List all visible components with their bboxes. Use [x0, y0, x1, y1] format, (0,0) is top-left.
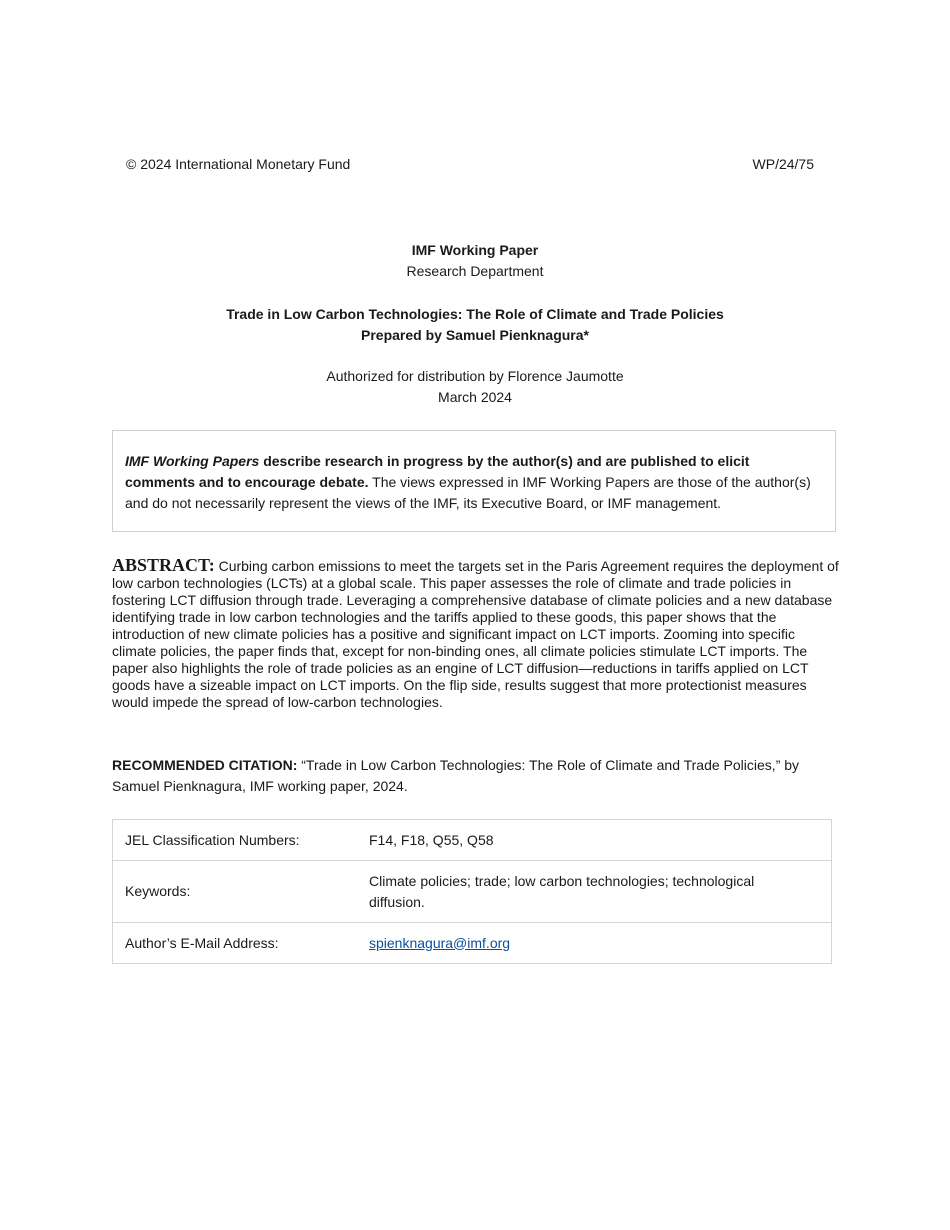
classification-table: [112, 819, 832, 964]
jel-label: JEL Classification Numbers:: [113, 820, 358, 861]
copyright-notice: © 2024 International Monetary Fund: [126, 156, 351, 172]
author-line: Prepared by Samuel Pienknagura*: [361, 327, 589, 343]
publication-date: March 2024: [438, 389, 512, 405]
table-row: [113, 861, 832, 923]
paper-title-block: [0, 304, 950, 346]
jel-value: F14, F18, Q55, Q58: [357, 820, 832, 861]
disclaimer-text: The views expressed in IMF Working Papers are those of the author(s) and do not necessarily represent the views of the IMF, its Executive Board, or IMF management.: [125, 474, 811, 511]
keywords-value: Climate policies; trade; low carbon technologies; technological diffusion.: [357, 861, 832, 923]
series-title: IMF Working Paper: [411, 242, 539, 258]
recommended-citation: [112, 755, 842, 797]
citation-label: RECOMMENDED CITATION:: [112, 757, 298, 773]
table-row: [113, 820, 832, 861]
disclaimer-lead: IMF Working Papers: [125, 453, 260, 469]
authorized-by: Authorized for distribution by Florence Jaumotte: [326, 368, 624, 384]
department: Research Department: [406, 263, 544, 279]
authorization-block: [0, 366, 950, 408]
keywords-label: Keywords:: [113, 861, 358, 923]
citation-text: “Trade in Low Carbon Technologies: The Role of Climate and Trade Policies,” by Samuel Pienknagura, IMF working paper, 2024.: [112, 757, 800, 794]
title-block: [0, 240, 950, 282]
paper-title: Trade in Low Carbon Technologies: The Role of Climate and Trade Policies: [226, 306, 724, 322]
abstract-heading: ABSTRACT:: [112, 555, 215, 575]
abstract-text: Curbing carbon emissions to meet the targets set in the Paris Agreement requires the deployment of low carbon technologies (LCTs) at a global scale. This paper assesses the role of climate and trade policies in fostering LCT diffusion through trade. Leveraging a comprehensive database of climate policies and a new database identifying trade in low carbon technologies and the tariffs applied to these goods, this paper shows that the introduction of new climate policies has a positive and significant impact on LCT imports. Zooming into specific climate policies, the paper finds that, except for non-binding ones, all climate policies stimulate LCT imports. The paper also highlights the role of trade policies as an engine of LCT diffusion—reductions in tariffs applied on LCT goods have a sizeable impact on LCT imports. On the flip side, results suggest that more protectionist measures would impede the spread of low-carbon technologies.: [112, 558, 839, 710]
abstract: [112, 557, 842, 711]
table-row: [113, 923, 832, 964]
author-email-link[interactable]: spienknagura@imf.org: [369, 934, 511, 951]
working-paper-number: WP/24/75: [752, 156, 814, 172]
disclaimer-bold: describe research in progress by the author(s) and are published to elicit comments and to encourage debate.: [125, 453, 750, 490]
disclaimer-box: [112, 430, 836, 532]
email-label: Author’s E-Mail Address:: [113, 923, 358, 964]
